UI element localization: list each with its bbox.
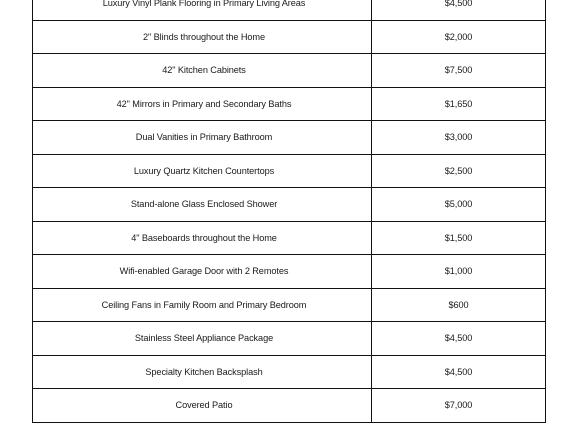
feature-name: Wifi-enabled Garage Door with 2 Remotes: [33, 255, 372, 289]
feature-price: $600: [372, 288, 546, 322]
feature-name: Luxury Vinyl Plank Flooring in Primary Living Areas: [33, 0, 372, 20]
table-row: [33, 20, 546, 54]
table-row: [33, 255, 546, 289]
table-row: [33, 389, 546, 423]
feature-price: $1,650: [372, 87, 546, 121]
features-price-table: [32, 0, 545, 423]
table-body: [33, 0, 546, 422]
feature-price: $1,000: [372, 255, 546, 289]
table-row: [33, 154, 546, 188]
table-row: [33, 288, 546, 322]
table-row: [33, 54, 546, 88]
feature-name: 2" Blinds throughout the Home: [33, 20, 372, 54]
feature-price: $2,000: [372, 20, 546, 54]
feature-price: $5,000: [372, 188, 546, 222]
feature-price: $4,500: [372, 0, 546, 20]
feature-name: Stand-alone Glass Enclosed Shower: [33, 188, 372, 222]
feature-name: Stainless Steel Appliance Package: [33, 322, 372, 356]
table-row: [33, 221, 546, 255]
features-table: [32, 0, 546, 423]
feature-price: $7,000: [372, 389, 546, 423]
feature-name: Luxury Quartz Kitchen Countertops: [33, 154, 372, 188]
table-row: [33, 355, 546, 389]
table-row: [33, 188, 546, 222]
feature-name: Specialty Kitchen Backsplash: [33, 355, 372, 389]
feature-price: $7,500: [372, 54, 546, 88]
feature-name: 42" Mirrors in Primary and Secondary Baths: [33, 87, 372, 121]
table-row: [33, 87, 546, 121]
feature-name: Covered Patio: [33, 389, 372, 423]
feature-name: Ceiling Fans in Family Room and Primary Bedroom: [33, 288, 372, 322]
feature-name: 4" Baseboards throughout the Home: [33, 221, 372, 255]
table-row: [33, 121, 546, 155]
feature-price: $4,500: [372, 322, 546, 356]
feature-name: Dual Vanities in Primary Bathroom: [33, 121, 372, 155]
feature-price: $3,000: [372, 121, 546, 155]
feature-price: $1,500: [372, 221, 546, 255]
feature-price: $2,500: [372, 154, 546, 188]
table-row: [33, 0, 546, 20]
feature-price: $4,500: [372, 355, 546, 389]
table-row: [33, 322, 546, 356]
feature-name: 42" Kitchen Cabinets: [33, 54, 372, 88]
